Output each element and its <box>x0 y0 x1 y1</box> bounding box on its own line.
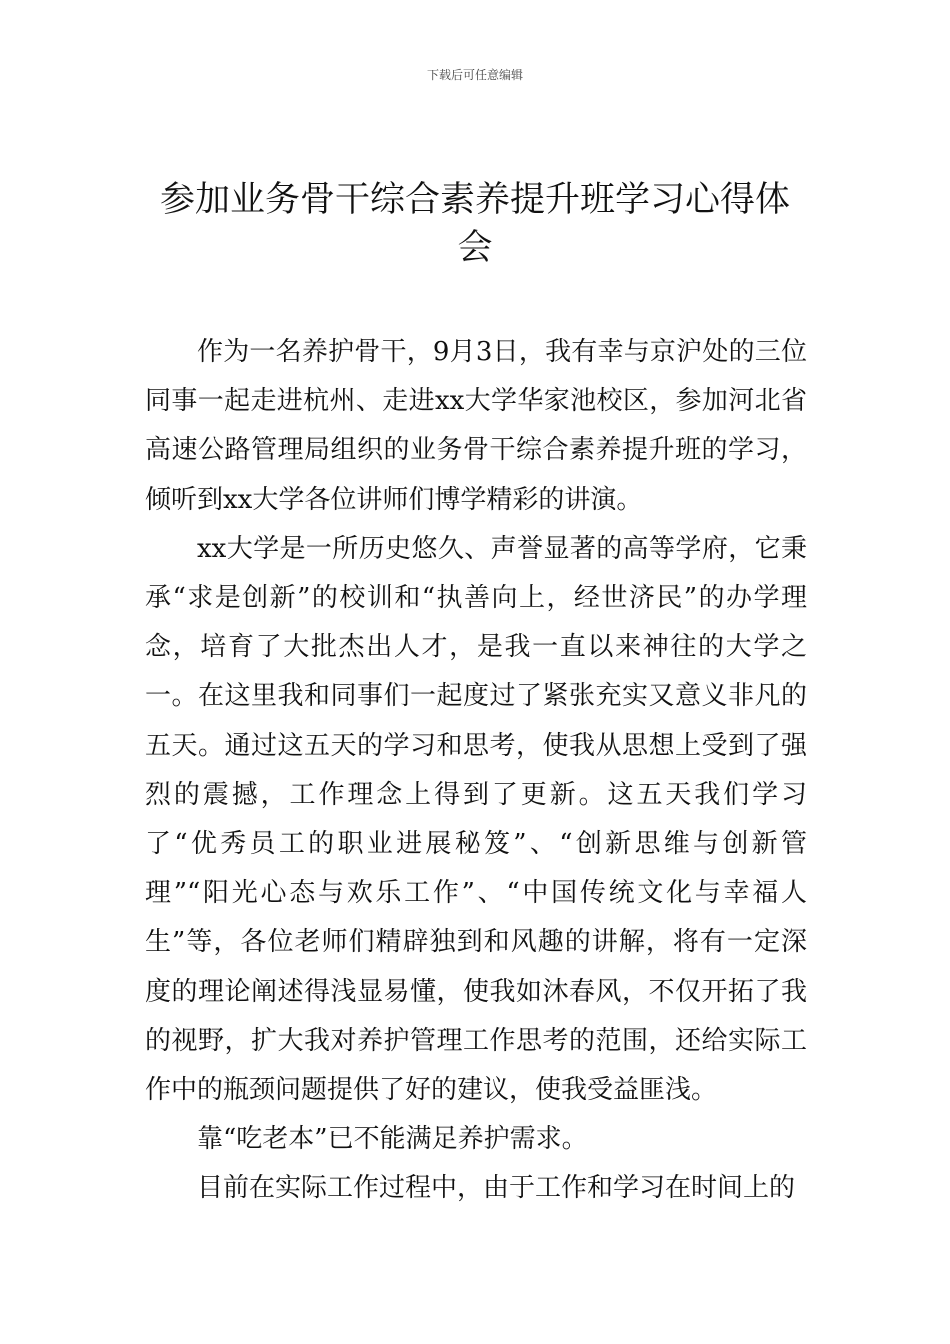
document-title: 参加业务骨干综合素养提升班学习心得体会 <box>159 180 790 268</box>
paragraph: 靠“吃老本”已不能满足养护需求。 <box>197 1124 588 1155</box>
paragraph: xx大学是一所历史悠久、声誉显著的高等学府，它秉承“求是创新”的校训和“执善向上，经世济民”的办学理念，培育了大批杰出人才，是我一直以来神往的大学之一。在这里我和同事们一起度过了紧张充实又意义非凡的五天。通过这五天的学习和思考，使我从思想上受到了强烈的震撼，工作理念上得到了更新。这五天我们学习了“优秀员工的职业进展秘笈”、“创新思维与创新管理”“阳光心态与欢乐工作”、“中国传统文化与幸福人生”等，各位老师们精辟独到和风趣的讲解，将有一定深度的理论阐述得浅显易懂，使我如沐春风，不仅开拓了我的视野，扩大我对养护管理工作思考的范围，还给实际工作中的瓶颈问题提供了好的建议，使我受益匪浅。 <box>145 533 807 1106</box>
header-note: 下载后可任意编辑 <box>426 68 523 82</box>
paragraph: 作为一名养护骨干，9月3日，我有幸与京沪处的三位同事一起走进杭州、走进xx大学华家池校区，参加河北省高速公路管理局组织的业务骨干综合素养提升班的学习，倾听到xx大学各位讲师们博学精彩的讲演。 <box>145 337 807 515</box>
paragraph: 目前在实际工作过程中，由于工作和学习在时间上的 <box>197 1173 796 1204</box>
document-body <box>145 328 807 1214</box>
